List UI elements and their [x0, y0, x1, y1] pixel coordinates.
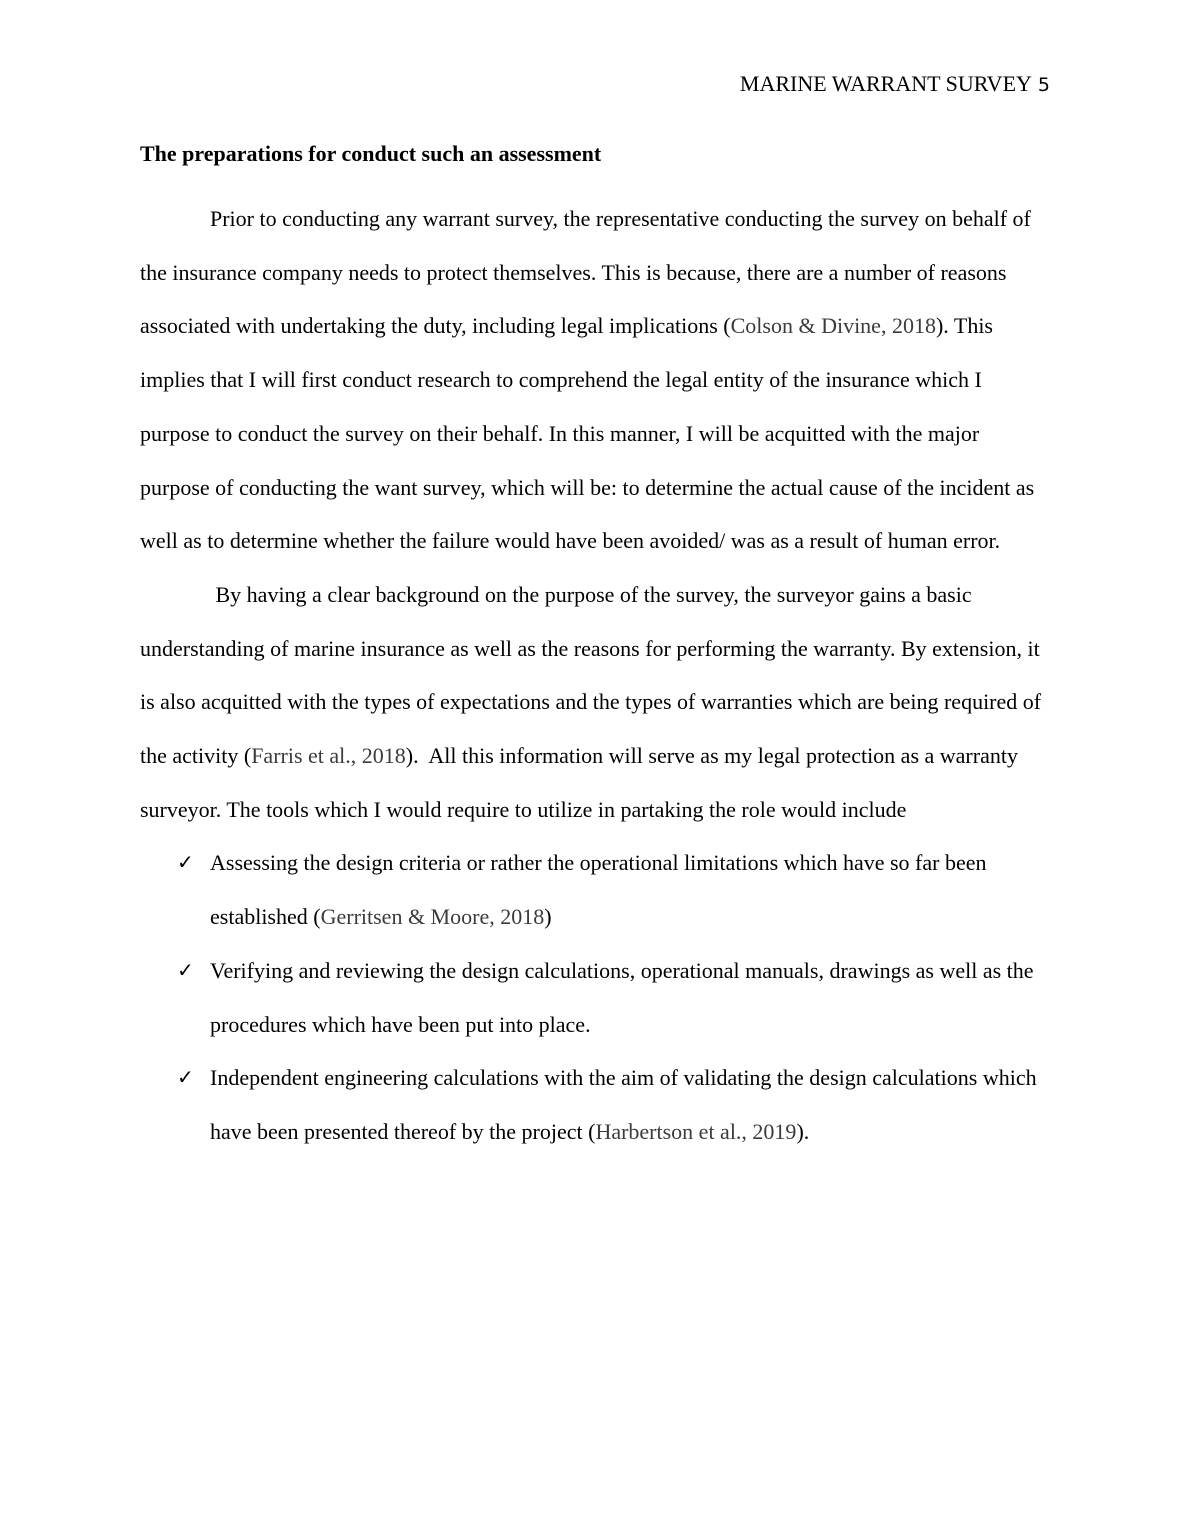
running-head-title: MARINE WARRANT SURVEY: [739, 71, 1032, 96]
citation-gerritsen-moore: Gerritsen & Moore, 2018: [320, 904, 545, 930]
list-item: [140, 836, 1052, 943]
checkmark-icon: ✓: [177, 957, 194, 982]
page-number: 5: [1037, 74, 1050, 96]
list-item-text-a: Independent engineering calculations with the aim of validating the design calculations which have been presented thereof by the project (: [210, 1065, 1037, 1144]
running-header: [740, 68, 1050, 101]
paragraph-2: [140, 568, 1052, 837]
citation-harbertson: Harbertson et al., 2019: [595, 1118, 797, 1144]
paragraph-2-text-b: ). All this information will serve as my legal protection as a warranty surveyor. The tools which I would require to utilize in partaking the role would include: [140, 743, 1024, 822]
list-item-text-a: Assessing the design criteria or rather the operational limitations which have so far been established (: [210, 850, 987, 930]
list-item-text-b: ).: [796, 1118, 810, 1144]
paragraph-1: [140, 192, 1052, 568]
checkmark-icon: ✓: [177, 1065, 194, 1090]
paragraph-1-text-a: Prior to conducting any warrant survey, the representative conducting the survey on behalf of the insurance company needs to protect themselves. This is because, there are a number of reasons associated with undertaking the duty, including legal implications (: [140, 206, 1037, 339]
citation-colson-divine: Colson & Divine, 2018: [730, 313, 936, 339]
checkmark-icon: ✓: [177, 850, 194, 875]
citation-farris: Farris et al., 2018: [251, 743, 406, 769]
document-body: [140, 138, 1052, 1159]
tools-checklist: [140, 836, 1052, 1158]
list-item: [140, 944, 1052, 1051]
paragraph-2-text-a: By having a clear background on the purpose of the survey, the surveyor gains a basic understanding of marine insurance as well as the reasons for performing the warranty. By extension, it is also acquitted with the types of expectations and the types of warranties which are being required of the activity (: [140, 581, 1047, 769]
list-item: [140, 1051, 1052, 1158]
list-item-text-a: Verifying and reviewing the design calculations, operational manuals, drawings as well as the procedures which have been put into place.: [210, 957, 1034, 1037]
list-item-text-b: ): [544, 904, 552, 930]
paragraph-1-text-b: ). This implies that I will first conduct research to comprehend the legal entity of the insurance which I purpose to conduct the survey on their behalf. In this manner, I will be acquitted with the major purpose of conducting the want survey, which will be: to determine the actual cause of the incident as well as to determine whether the failure would have been avoided/ was as a result of human error.: [140, 313, 1040, 554]
section-heading: The preparations for conduct such an assessment: [140, 141, 602, 166]
